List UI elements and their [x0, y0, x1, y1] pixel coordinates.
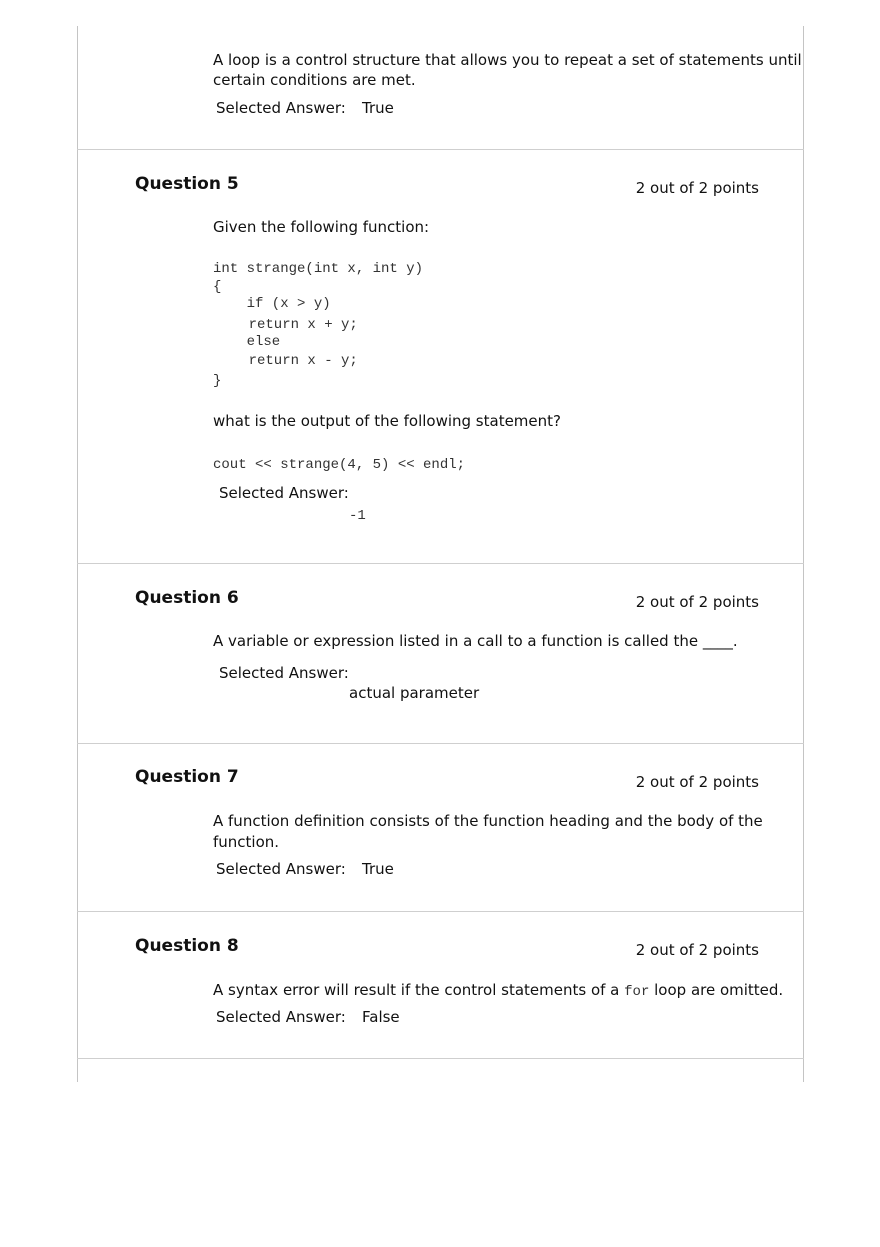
q5-answer-label: Selected Answer:: [219, 484, 349, 502]
q5-code-line-7: }: [213, 373, 222, 389]
q8-prompt-after: loop are omitted.: [649, 981, 784, 999]
q6-selected-answer: actual parameter: [349, 684, 480, 702]
q8-prompt: [213, 980, 783, 1003]
q4-prompt-line2: certain conditions are met.: [213, 71, 416, 89]
q5-selected-answer: -1: [349, 508, 366, 524]
q5-code-line-6: return x - y;: [215, 353, 358, 369]
q8-prompt-code: for: [624, 984, 650, 1000]
divider: [77, 1058, 804, 1059]
q7-prompt-line1: A function definition consists of the function heading and the body of the: [213, 812, 763, 830]
q4-answer-label: Selected Answer:: [216, 99, 346, 117]
q6-prompt: A variable or expression listed in a call to a function is called the ____.: [213, 632, 738, 650]
q7-prompt-line2: function.: [213, 833, 280, 851]
q5-points: 2 out of 2 points: [635, 179, 759, 197]
divider: [77, 563, 804, 564]
q6-title: Question 6: [135, 588, 239, 608]
q8-title: Question 8: [135, 936, 239, 956]
q6-points: 2 out of 2 points: [635, 593, 759, 611]
q5-statement: cout << strange(4, 5) << endl;: [213, 457, 466, 473]
divider: [77, 149, 804, 150]
q5-code-line-4: return x + y;: [215, 317, 358, 333]
q8-prompt-before: A syntax error will result if the control statements of a: [213, 981, 625, 999]
q7-points: 2 out of 2 points: [635, 773, 759, 791]
q5-code-line-5: else: [213, 334, 281, 350]
q6-answer-label: Selected Answer:: [219, 664, 349, 682]
q4-selected-answer: True: [362, 99, 394, 117]
q4-prompt-line1: A loop is a control structure that allows you to repeat a set of statements until: [213, 51, 802, 69]
q7-title: Question 7: [135, 767, 239, 787]
q5-question: what is the output of the following statement?: [213, 412, 561, 430]
q5-title: Question 5: [135, 174, 239, 194]
q8-selected-answer: False: [362, 1008, 400, 1026]
q5-code-line-1: int strange(int x, int y): [213, 261, 424, 277]
q7-selected-answer: True: [362, 860, 394, 878]
q5-code-line-2: {: [213, 279, 222, 295]
q8-answer-label: Selected Answer:: [216, 1008, 346, 1026]
divider: [77, 743, 804, 744]
q8-points: 2 out of 2 points: [635, 941, 759, 959]
q7-answer-label: Selected Answer:: [216, 860, 346, 878]
q5-intro: Given the following function:: [213, 218, 430, 236]
divider: [77, 911, 804, 912]
q5-code-line-3: if (x > y): [213, 296, 331, 312]
